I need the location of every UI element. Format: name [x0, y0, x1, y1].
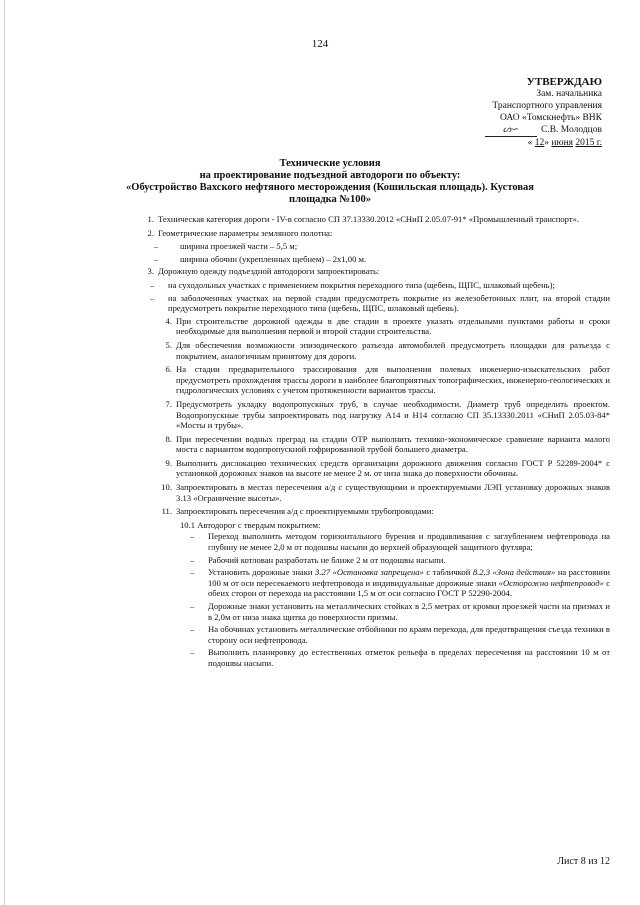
- list-subitem: – Дорожные знаки установить на металлических стойках в 2,5 метрах от кромки проезжей части на призмах и в 2,0м от низа знака щитка до поверхности призмы.: [180, 601, 610, 622]
- list-item: 10. Запроектировать в местах пересечения а/д с существующими и проектируемыми ЛЭП установку дорожных знаков 3.13 «Ограничение высоты».: [161, 482, 610, 503]
- list-item: 9. Выполнить дислокацию технических средств организации дорожного движения согласно ГОСТ Р 52289-2004* с установкой дорожных знаков на высоте не менее 2 м. от низа знака до поверхности обочины.: [165, 457, 610, 479]
- approval-signer: С.В. Молодцов: [540, 125, 602, 135]
- list-item: 11. Запроектировать пересечения а/д с проектируемыми трубопроводами:: [161, 506, 434, 517]
- approval-date-day: 12: [534, 138, 545, 148]
- approval-date: « 12» июня 2015 г.: [527, 138, 602, 148]
- list-item: 7. Предусмотреть укладку водопропускных труб, в случае необходимости. Диаметр труб определить проектом. Водопропускные трубы запроектировать под нагрузку А14 и Н14 согласно СП 35.13330.2011 «СНиП 2.05.03-84* «Мосты и трубы».: [165, 398, 610, 431]
- list-subitem: – ширина обочин (укрепленных щебнем) – 2х1,00 м.: [140, 254, 610, 265]
- list-subitem: – На обочинах установить металлические отбойники по краям перехода, для предотвращения съезда техники в сторону оси нефтепровода.: [180, 624, 610, 645]
- approval-department: Транспортного управления: [492, 101, 602, 111]
- list-subheading: 10.1 Автодорог с твердым покрытием:: [180, 519, 321, 530]
- list-subitem: – Выполнить планировку до естественных отметок рельефа в пределах пересечения на расстоянии 10 м от подошвы насыпи.: [180, 647, 610, 668]
- list-subitem: – Рабочий котлован разработать не ближе 2 м от подошвы насыпи.: [180, 555, 610, 566]
- list-item: 3. Дорожную одежду подъездной автодороги запроектировать:: [147, 266, 380, 277]
- list-item: 6. На стадии предварительного трассирования для выполнения полевых инженерно-изыскательских работ предусмотреть прохождения трассы дороги в наиболее благоприятных топографических, инженерно-геологических и гидрологических условиях с учетом протяженности вариантов трассы.: [165, 364, 610, 396]
- approval-date-month: июня: [551, 138, 574, 148]
- list-subitem: – Переход выполнить методом горизонтального бурения и продавливания с заглублением нефтепровода на глубину не менее 2,0 м от подошвы насыпи до верхней образующей защитного футляра;: [180, 531, 610, 552]
- document-body: [140, 214, 610, 671]
- page-number: 124: [311, 38, 329, 50]
- list-item: 2. Геометрические параметры земляного полотна:: [147, 227, 333, 238]
- list-item: 4. При строительстве дорожной одежды в две стадии в проекте указать отдельными пунктами работы и сроки необходимые для выполнения первой и второй стадии строительства.: [165, 315, 610, 337]
- approval-date-year: 2015 г.: [575, 138, 602, 148]
- list-subitem: – Установить дорожные знаки 3.27 «Остановка запрещена» с табличкой 8.2.3 «Зона действия» на расстоянии 100 м от оси пересекаемого нефтепровода и индивидуальные дорожные знаки «Осторожно нефтепровод» с обеих сторон от перехода на расстоянии 1,5 м от оси согласно ГОСТ Р 52290-2004.: [180, 567, 610, 599]
- approval-company: ОАО «Томскнефть» ВНК: [500, 113, 602, 123]
- document-title: Технические условия на проектирование подъездной автодороги по объекту: «Обустройство Вахского нефтяного месторождения (Кошильская площадь). Кустовая площадка №100»: [126, 158, 534, 205]
- sheet-counter: Лист 8 из 12: [557, 856, 610, 867]
- approval-position: Зам. начальника: [536, 89, 602, 99]
- page-edge: [4, 0, 5, 905]
- list-item: 8. При пересечении водных преград на стадии ОТР выполнить технико-экономическое сравнение варианта малого моста с вариантом водопропускной гофрированной трубой большего диаметра.: [165, 433, 610, 455]
- approval-signature-line: [412, 124, 602, 137]
- handwritten-signature: ᔕ∽: [485, 124, 537, 137]
- list-subitem: – ширина проезжей части – 5,5 м;: [140, 241, 610, 252]
- list-subitem: – на заболоченных участках на первой стадии предусмотреть покрытие из железобетонных плит, на второй стадии предусмотреть покрытие переходного типа (щебень, ЩПС, шлаковый щебень).: [140, 293, 610, 314]
- list-item: 1. Техническая категория дороги - IV-в согласно СП 37.13330.2012 «СНиП 2.05.07-91* «Промышленный транспорт».: [147, 214, 580, 224]
- approval-block: [412, 76, 602, 149]
- list-subitem: – на суходольных участках с применением покрытия переходного типа (щебень, ЩПС, шлаковый щебень);: [140, 280, 610, 291]
- list-item: 5. Для обеспечения возможности эпизодического разъезда автомобилей предусмотреть площадки для разъезда с покрытием, аналогичным принятому для дороги.: [165, 339, 610, 361]
- approval-title: УТВЕРЖДАЮ: [526, 76, 602, 88]
